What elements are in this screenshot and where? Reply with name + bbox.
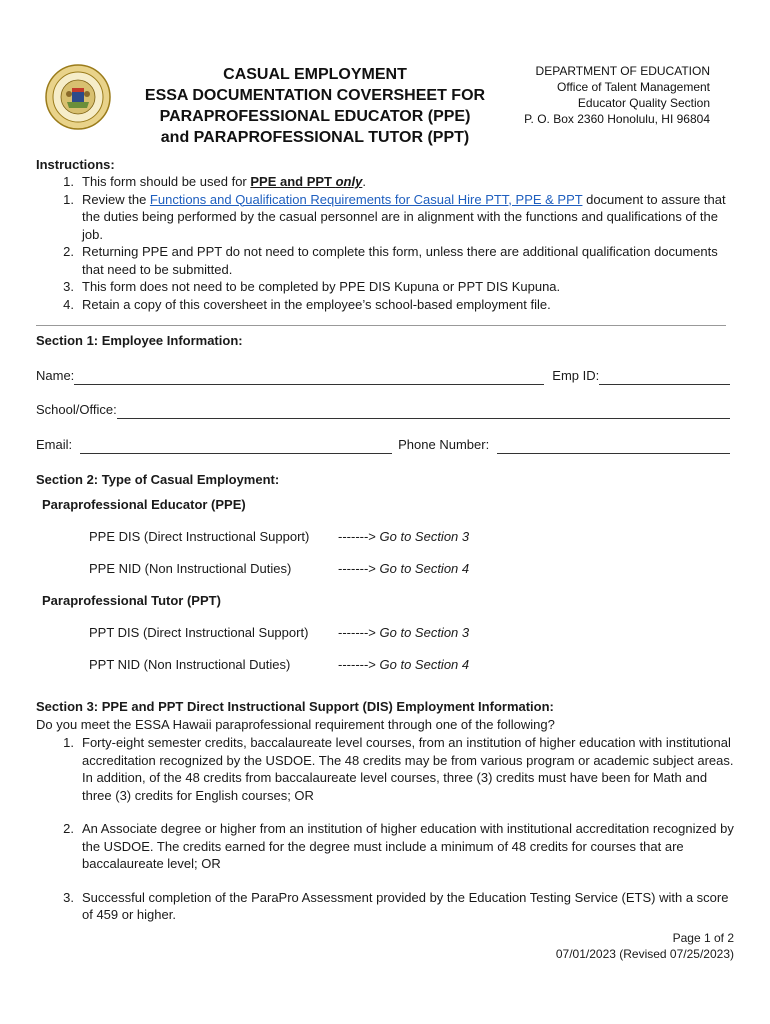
item-number: 3. (63, 279, 74, 294)
school-field[interactable] (117, 406, 730, 419)
item-text: Review the (82, 191, 150, 207)
goto-row (338, 560, 469, 578)
list-item (36, 278, 736, 296)
ppe-group-title: Paraprofessional Educator (PPE) (42, 497, 246, 512)
dept-line-1: DEPARTMENT OF EDUCATION (535, 64, 710, 78)
title-line-3: PARAPROFESSIONAL EDUCATOR (PPE) (159, 108, 471, 125)
name-field[interactable] (74, 372, 544, 385)
school-label: School/Office: (36, 402, 117, 417)
phone-label: Phone Number: (398, 437, 490, 452)
department-address (500, 63, 710, 127)
option-ppt-dis[interactable] (89, 624, 308, 642)
section3-list (36, 734, 736, 924)
divider (36, 325, 726, 326)
option-ppt-nid[interactable] (89, 656, 290, 674)
dept-line-4: P. O. Box 2360 Honolulu, HI 96804 (524, 112, 710, 126)
email-row (36, 436, 730, 454)
state-seal-icon (45, 64, 111, 130)
arrow-text: -------> (338, 657, 380, 672)
option-label: PPT DIS (Direct Instructional Support) (89, 625, 309, 640)
item-number: 2. (63, 821, 74, 836)
item-text: This form should be used for (82, 174, 251, 189)
ppt-group-title: Paraprofessional Tutor (PPT) (42, 593, 221, 608)
name-label: Name: (36, 368, 75, 383)
list-item (36, 820, 736, 873)
item-number: 1. (63, 174, 74, 189)
item-text: Forty-eight semester credits, baccalaureate level courses, from an institution of higher education with institutional accreditation recognized by the USDOE. The 48 credits may be from various program or academic subject areas. In addition, of the 48 credits from baccalaureate level courses, three (3) credits must have been for Math and three (3) credits for English courses; OR (82, 735, 734, 803)
instructions-label: Instructions: (36, 157, 115, 172)
list-item (36, 243, 736, 278)
list-item (36, 889, 736, 924)
name-row (36, 367, 730, 385)
list-item (36, 173, 736, 191)
item-bold-text: PPE and PPT (250, 174, 336, 189)
option-ppe-dis[interactable] (89, 528, 309, 546)
email-field[interactable] (80, 441, 392, 454)
title-line-2: ESSA DOCUMENTATION COVERSHEET FOR (144, 87, 486, 104)
instructions-list (36, 173, 736, 313)
item-text: Retain a copy of this coversheet in the employee’s school-based employment file. (82, 296, 551, 312)
revision-date: 07/01/2023 (Revised 07/25/2023) (555, 947, 734, 961)
item-text: An Associate degree or higher from an institution of higher education with institutional accreditation recognized by the USDOE. The credits earned for the degree must include a minimum of 48 credits for courses that are baccalaureate level; OR (82, 821, 734, 871)
email-label: Email: (36, 437, 73, 452)
goto-text: Go to Section 4 (379, 561, 470, 576)
title-line-4: and PARAPROFESSIONAL TUTOR (PPT) (160, 129, 470, 146)
section3-heading: Section 3: PPE and PPT Direct Instructional Support (DIS) Employment Information: (36, 699, 554, 714)
item-bold-italic-text: only (335, 174, 363, 189)
option-ppe-nid[interactable] (89, 560, 291, 578)
option-label: PPE DIS (Direct Instructional Support) (89, 529, 310, 544)
page-number: Page 1 of 2 (672, 931, 734, 945)
option-label: PPT NID (Non Instructional Duties) (89, 657, 291, 672)
school-row (36, 401, 730, 419)
item-number: 1. (63, 735, 74, 750)
item-text-end: . (362, 174, 366, 189)
list-item (36, 296, 736, 314)
item-text-end: document to assure that the duties being performed by the casual personnel are in alignment with the functions and qualifications of the job. (82, 191, 726, 242)
goto-text: Go to Section 3 (379, 529, 470, 544)
goto-text: Go to Section 3 (379, 625, 470, 640)
page-footer (556, 930, 734, 962)
option-label: PPE NID (Non Instructional Duties) (89, 561, 292, 576)
goto-text: Go to Section 4 (379, 657, 470, 672)
list-item (36, 191, 736, 244)
item-number: 4. (63, 296, 74, 312)
phone-field[interactable] (497, 441, 730, 454)
item-text: Successful completion of the ParaPro Assessment provided by the Education Testing Service (ETS) with a score of 459 or higher. (82, 889, 729, 922)
form-title (122, 64, 508, 148)
arrow-text: -------> (338, 529, 380, 544)
empid-field[interactable] (599, 372, 730, 385)
dept-line-2: Office of Talent Management (557, 80, 710, 94)
item-text: This form does not need to be completed by PPE DIS Kupuna or PPT DIS Kupuna. (82, 279, 561, 294)
item-number: 2. (63, 244, 74, 259)
functions-requirements-link[interactable]: Functions and Qualification Requirements for Casual Hire PTT, PPE & PPT (149, 191, 583, 207)
arrow-text: -------> (338, 561, 380, 576)
goto-row (338, 624, 469, 642)
arrow-text: -------> (338, 625, 380, 640)
empid-label: Emp ID: (552, 368, 600, 383)
goto-row (338, 528, 469, 546)
item-number: 1. (63, 191, 74, 207)
section1-heading: Section 1: Employee Information: (36, 333, 243, 348)
item-number: 3. (63, 889, 74, 905)
title-line-1: CASUAL EMPLOYMENT (223, 66, 407, 83)
section3-question: Do you meet the ESSA Hawaii paraprofessional requirement through one of the following? (36, 717, 555, 732)
list-item (36, 734, 736, 804)
item-text: Returning PPE and PPT do not need to complete this form, unless there are additional qualification documents that need to be submitted. (82, 244, 718, 277)
dept-line-3: Educator Quality Section (577, 96, 710, 110)
goto-row (338, 656, 469, 674)
section2-heading: Section 2: Type of Casual Employment: (36, 472, 280, 487)
